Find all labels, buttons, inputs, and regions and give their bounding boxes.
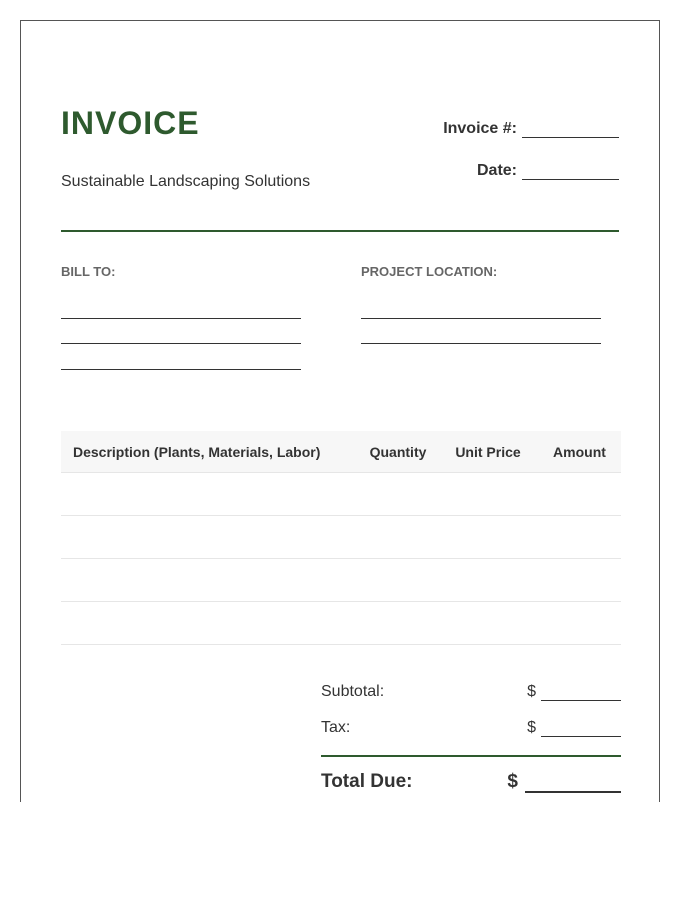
total-divider bbox=[321, 755, 621, 757]
bill-to-line bbox=[61, 369, 301, 370]
company-tagline: Sustainable Landscaping Solutions bbox=[61, 173, 311, 190]
table-header-row bbox=[61, 431, 621, 473]
column-header-quantity: Quantity bbox=[358, 431, 438, 473]
line-items-table bbox=[61, 431, 621, 645]
tax-row bbox=[321, 719, 621, 737]
total-due-label: Total Due: bbox=[321, 771, 413, 792]
total-due-currency: $ bbox=[507, 771, 518, 792]
date-blank bbox=[522, 165, 619, 180]
date-field bbox=[477, 162, 619, 180]
invoice-number-label: Invoice #: bbox=[443, 120, 517, 137]
subtotal-label: Subtotal: bbox=[321, 683, 385, 700]
header-divider bbox=[61, 230, 619, 232]
date-label: Date: bbox=[476, 162, 517, 179]
total-due-blank bbox=[525, 775, 621, 793]
invoice-number-blank bbox=[522, 123, 619, 138]
table-row bbox=[61, 473, 621, 516]
total-due-row bbox=[321, 771, 621, 793]
table-row bbox=[61, 602, 621, 645]
invoice-number-field bbox=[443, 120, 619, 138]
table-row bbox=[61, 516, 621, 559]
tax-blank bbox=[541, 722, 621, 737]
column-header-amount: Amount bbox=[538, 431, 621, 473]
subtotal-currency: $ bbox=[527, 683, 536, 700]
project-location-label: PROJECT LOCATION: bbox=[361, 264, 498, 279]
column-header-description: Description (Plants, Materials, Labor) bbox=[61, 431, 358, 473]
subtotal-blank bbox=[541, 686, 621, 701]
tax-currency: $ bbox=[527, 719, 536, 736]
project-location-line bbox=[361, 318, 601, 319]
table-row bbox=[61, 559, 621, 602]
invoice-page bbox=[20, 20, 660, 802]
bill-to-label: BILL TO: bbox=[61, 264, 116, 279]
column-header-unit-price: Unit Price bbox=[438, 431, 538, 473]
bill-to-line bbox=[61, 318, 301, 319]
bill-to-line bbox=[61, 343, 301, 344]
subtotal-row bbox=[321, 683, 621, 701]
project-location-line bbox=[361, 343, 601, 344]
tax-label: Tax: bbox=[321, 719, 351, 736]
invoice-title: INVOICE bbox=[61, 105, 200, 141]
